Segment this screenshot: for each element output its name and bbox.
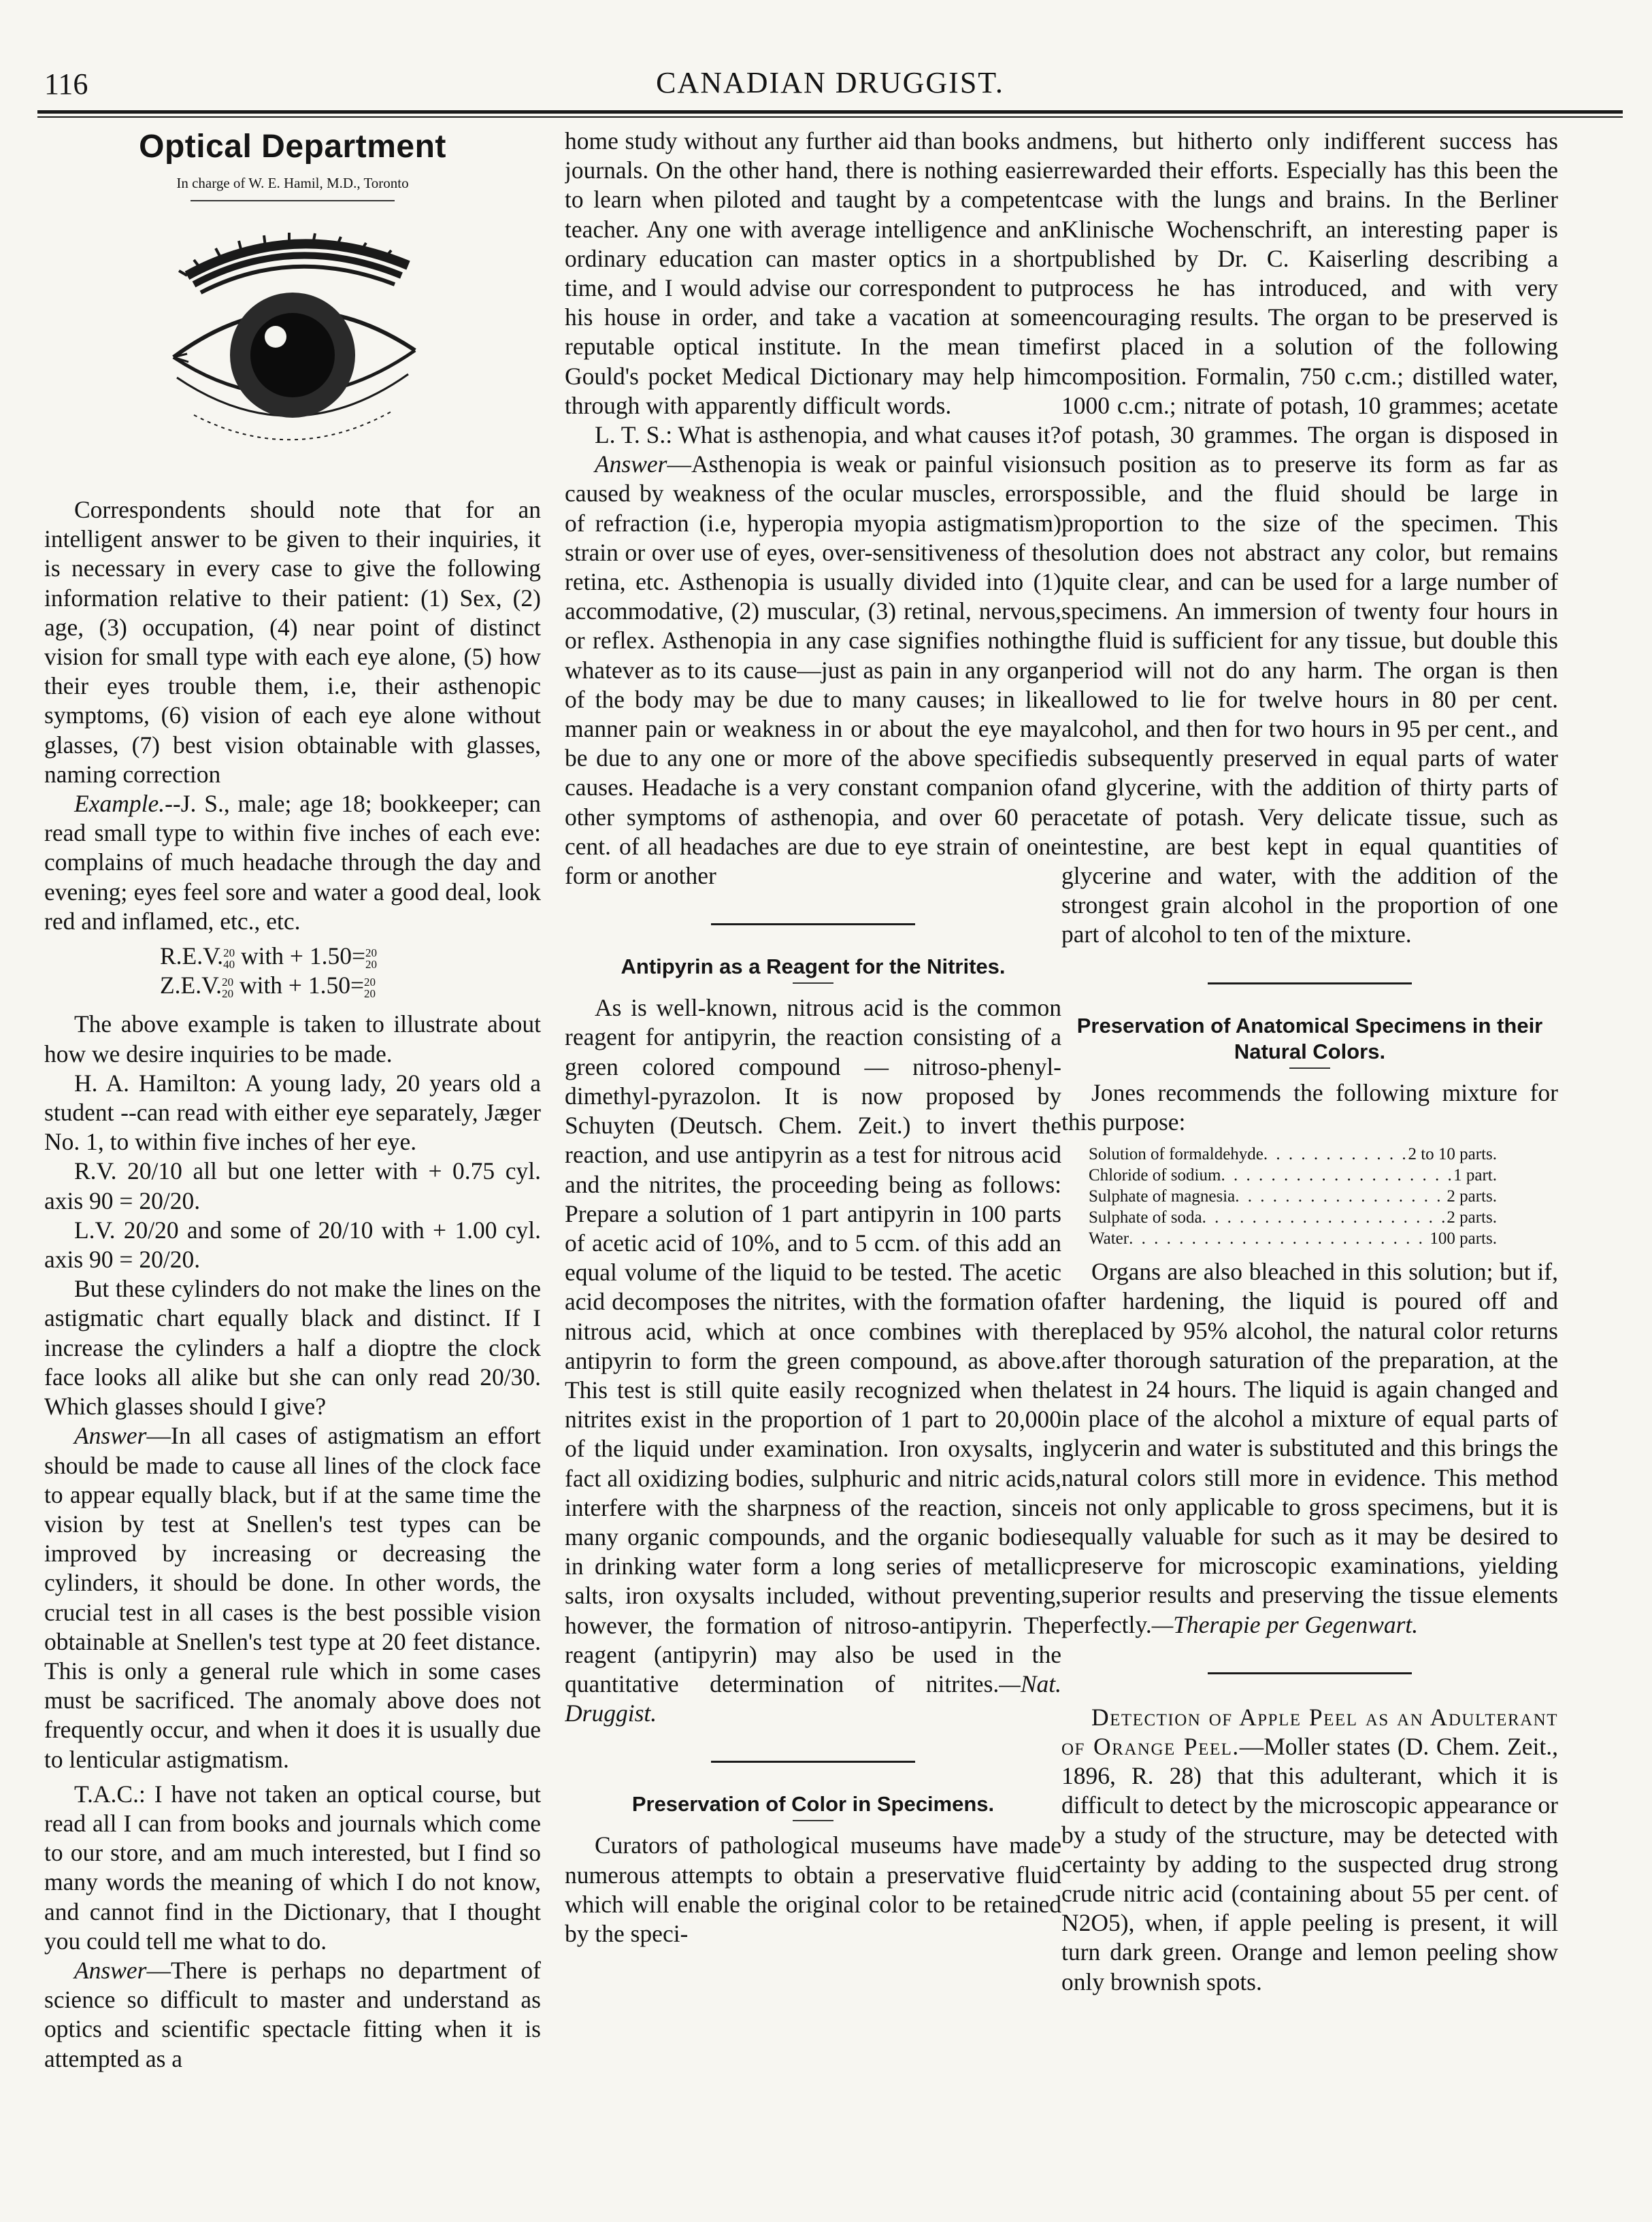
article-source: —Nat. Druggist.	[565, 1670, 1061, 1727]
section-rule	[711, 923, 915, 925]
run-in-heading: Detection of Apple Peel as an Adulterant of Orange Peel.	[1061, 1703, 1558, 1760]
byline-rule	[191, 200, 395, 201]
fraction-denominator: 20	[222, 987, 234, 1001]
paragraph: R.V. 20/10 all but one letter with + 0.75 cyl. axis 90 = 20/20.	[44, 1157, 541, 1214]
section-heading: Preservation of Color in Specimens.	[631, 1792, 995, 1817]
paragraph-answer	[44, 1956, 541, 2074]
recipe-item	[1089, 1207, 1497, 1228]
heading-rule	[1289, 1067, 1330, 1069]
column-right	[1061, 127, 1558, 2208]
fraction-numerator: 20	[222, 976, 234, 989]
recipe-ingredient: Solution of formaldehyde	[1089, 1145, 1263, 1164]
recipe-quantity: 2 to 10 parts.	[1408, 1145, 1497, 1164]
recipe-item	[1089, 1144, 1497, 1165]
formula-prefix: Z.E.V.	[160, 972, 222, 999]
recipe-list	[1089, 1144, 1558, 1249]
paragraph: mens, but hitherto only indifferent success has rewarded their efforts. Especially has this been the case with the lungs and brains. In the Berliner Klinische Wochenschrift, an interesting paper is published by Dr. C. Kaiserling describing a process he has introduced, and with very encouraging results. The organ to be preserved is first placed in a solution of the following composition. Formalin, 750 c.cm.; distilled water, 1000 c.cm.; nitrate of potash, 10 grammes; acetate of potash, 30 grammes. The organ is disposed in such position as to preserve its form as far as possible, and the fluid should be large in proportion to the size of the specimen. This solution does not abstract any color, but remains quite clear, and can be used for a large number of specimens. An immersion of twenty four hours in the fluid is sufficient for any tissue, but double this period will not do any harm. The organ is then allowed to lie for twelve hours in 80 per cent. alcohol, and then for two hours in 95 per cent., and is subsequently preserved in equal parts of water and glycerine, with the addition of thirty parts of acetate of potash. Very delicate tissue, such as intestine, are best kept in equal quantities of glycerine and water, with the addition of the strongest grain alcohol in the proportion of one part of alcohol to ten of the mixture.	[1061, 127, 1558, 948]
paragraph-example	[44, 789, 541, 936]
recipe-quantity: 2 parts.	[1447, 1187, 1497, 1206]
section-heading: Antipyrin as a Reagent for the Nitrites.	[621, 955, 1006, 979]
leader-dots	[1263, 1144, 1408, 1165]
paragraph: home study without any further aid than books and journals. On the other hand, there is nothing easier to learn when piloted and taught by a competent teacher. Any one with average intelligence and an ordinary education can master optics in a short time, and I would advise our correspondent to put his house in order, and take a vacation at some reputable optical institute. In the mean time Gould's pocket Medical Dictionary may help him through with apparently difficult words.	[565, 127, 1061, 419]
page-number: 116	[44, 67, 88, 101]
article-text: Organs are also bleached in this solution; but if, after hardening, the liquid is poured off and replaced by 95% alcohol, the natural color returns after thorough saturation of the preparation, at the latest in 24 hours. The liquid is again changed and in place of the alcohol a mixture of equal parts of glycerin and water is substituted and this brings the natural colors still more in evidence. This method is not only applicable to gross specimens, but it is equally valuable for such as it may be desired to preserve for microscopic examinations, yielding superior results and preserving the tissue elements perfectly.	[1061, 1258, 1558, 1638]
page-header	[37, 61, 1623, 116]
fraction	[365, 947, 377, 970]
heading-rule	[793, 1820, 833, 1821]
column-left	[44, 127, 541, 2208]
section-rule	[711, 1761, 915, 1763]
leader-dots	[1235, 1186, 1447, 1207]
fraction-numerator: 20	[223, 946, 235, 959]
leader-dots	[1129, 1228, 1430, 1249]
answer-label: Answer	[74, 1956, 147, 1984]
section-heading: Preservation of Anatomical Specimens in their Natural Colors.	[1076, 1013, 1543, 1063]
example-text: --J. S., male; age 18; bookkeeper; can read small type to within five inches of each eve: complains of much headache through the day and evening; eyes feel sore and water a good deal, look red and inflamed, etc., etc.	[44, 790, 541, 935]
section-rule	[1208, 1672, 1412, 1674]
answer-text: —Asthenopia is weak or painful vision caused by weakness of the ocular muscles, errors of refraction (i.e, hyperopia myopia astigmatism) strain or over use of eyes, over-sensitiveness of the retina, etc. Asthenopia is usually divided into (1) accommodative, (2) muscular, (3) retinal, nervous, or reflex. Asthenopia in any case signifies nothing whatever as to its cause—just as pain in any organ of the body may be due to many causes; in like manner pain or weakness in or about the eye may be due to any one or more of the above specified causes. Headache is a very constant companion of other symptoms of asthenopia, and over 60 per cent. of all headaches are due to eye strain of one form or another	[565, 450, 1061, 890]
department-byline: In charge of W. E. Hamil, M.D., Toronto	[176, 175, 409, 191]
article-source: —Therapie per Gegenwart.	[1151, 1610, 1419, 1638]
paragraph	[1061, 1703, 1558, 1997]
recipe-item	[1089, 1228, 1497, 1249]
journal-title: CANADIAN DRUGGIST.	[656, 66, 1004, 99]
answer-label: Answer	[595, 450, 667, 478]
fraction-numerator: 20	[363, 976, 376, 989]
paragraph	[1061, 1257, 1558, 1640]
recipe-ingredient: Sulphate of magnesia	[1089, 1187, 1236, 1206]
fraction-denominator: 20	[365, 957, 377, 971]
header-rule-thin	[37, 116, 1623, 118]
example-label: Example.	[74, 790, 165, 818]
recipe-quantity: 2 parts.	[1447, 1208, 1497, 1227]
fraction-denominator: 20	[363, 987, 376, 1001]
column-middle	[565, 127, 1061, 2208]
paragraph: Curators of pathological museums have made numerous attempts to obtain a preservative fluid which will enable the original color to be retained by the speci-	[565, 1831, 1061, 1947]
recipe-ingredient: Sulphate of soda	[1089, 1208, 1202, 1227]
answer-label: Answer	[74, 1422, 147, 1450]
section-rule	[1208, 982, 1412, 984]
fraction	[364, 976, 376, 999]
recipe-quantity: 100 parts.	[1430, 1229, 1497, 1248]
paragraph: Jones recommends the following mixture for this purpose:	[1061, 1078, 1558, 1135]
answer-text: —There is perhaps no department of science so difficult to master and understand as optics and scientific spectacle fitting when it is attempted as a	[44, 1956, 541, 2072]
recipe-quantity: 1 part.	[1453, 1166, 1497, 1185]
recipe-item	[1089, 1186, 1497, 1207]
paragraph-answer	[565, 450, 1061, 891]
formula-line-2	[160, 971, 541, 1000]
fraction	[223, 947, 235, 970]
paragraph	[565, 993, 1061, 1728]
paragraph-answer	[44, 1421, 541, 1774]
formula-middle: with + 1.50=	[233, 972, 364, 999]
leader-dots	[1221, 1165, 1453, 1186]
leader-dots	[1202, 1207, 1447, 1228]
answer-text: —In all cases of astigmatism an effort should be made to cause all lines of the clock face to appear equally black, but if at the same time the vision by test at Snellen's test types can be improved by increasing or decreasing the cylinders, it should be done. In other words, the crucial test in all cases is the best possible vision obtainable at Snellen's test type at 20 feet distance. This is only a general rule which in some cases must be sacrificed. The anomaly above does not frequently occur, and when it does it is usually due to lenticular astigmatism.	[44, 1422, 541, 1773]
recipe-ingredient: Water	[1089, 1229, 1129, 1248]
fraction-denominator: 40	[223, 957, 235, 971]
article-text: As is well-known, nitrous acid is the common reagent for antipyrin, the reaction consisting of a green colored compound — nitroso-phenyl-dimethyl-pyrazolon. It is now proposed by Schuyten (Deutsch. Chem. Zeit.) to invert the reaction, and use antipyrin as a test for nitrous acid and the nitrites, the proceeding being as follows: Prepare a solution of 1 part antipyrin in 100 parts of acetic acid of 10%, and to 5 ccm. of this add an equal volume of the liquid to be tested. The acetic acid decomposes the nitrites, with the formation of nitrous acid, which at once combines with the antipyrin to form the green compound, as above. This test is still quite easily recognized when the nitrites exist in the proportion of 1 part to 20,000 of the liquid under examination. Iron oxysalts, in fact all oxidizing bodies, sulphuric and nitric acids, interfere with the sharpness of the reaction, since many organic compounds, and the organic bodies in drinking water form a long series of metallic salts, iron oxysalts included, without preventing, however, the formation of nitroso-antipyrin. The reagent (antipyrin) may also be used in the quantitative determination of nitrites.	[565, 994, 1061, 1697]
vision-formula	[44, 942, 541, 1000]
paragraph: L. T. S.: What is asthenopia, and what causes it?	[595, 421, 1061, 449]
formula-line-1	[160, 942, 541, 971]
formula-prefix: R.E.V.	[160, 942, 224, 970]
paragraph: H. A. Hamilton: A young lady, 20 years old a student --can read with either eye separately, Jæger No. 1, to within five inches of her eye.	[44, 1069, 541, 1156]
paragraph: Correspondents should note that for an intelligent answer to be given to their inquiries, it is necessary in every case to give the following information relative to their patient: (1) Sex, (2) age, (3) occupation, (4) near point of distinct vision for small type with each eye alone, (5) how their eyes trouble them, i.e, their asthenopic symptoms, (6) vision of each eye alone without glasses, (7) best vision obtainable with glasses, naming correction	[44, 496, 541, 788]
header-rule	[37, 110, 1623, 114]
department-title: Optical Department	[139, 129, 446, 165]
article-text: —Moller states (D. Chem. Zeit., 1896, R. 28) that this adulterant, which it is difficult to detect by the microscopic appearance or by a study of the structure, may be detected with certainty by adding to the suspected drug strong crude nitric acid (containing about 55 per cent. of N2O5), when, if apple peeling is present, it will turn dark green. Orange and lemon peeling show only brownish spots.	[1061, 1732, 1558, 1995]
eye-illustration	[146, 211, 439, 469]
recipe-ingredient: Chloride of sodium	[1089, 1166, 1221, 1185]
recipe-item	[1089, 1165, 1497, 1186]
formula-middle: with + 1.50=	[235, 942, 365, 970]
paragraph: L.V. 20/20 and some of 20/10 with + 1.00 cyl. axis 90 = 20/20.	[44, 1216, 541, 1274]
fraction-numerator: 20	[365, 946, 377, 959]
paragraph: T.A.C.: I have not taken an optical course, but read all I can from books and journals which come to our store, and am much interested, but I find so many words the meaning of which I do not know, and cannot find in the Dictionary, that I thought you could tell me what to do.	[44, 1780, 541, 1955]
paragraph: The above example is taken to illustrate about how we desire inquiries to be made.	[44, 1010, 541, 1067]
heading-rule	[793, 982, 833, 984]
fraction	[222, 976, 233, 999]
paragraph: But these cylinders do not make the lines on the astigmatic chart equally black and distinct. If I increase the cylinders a half a dioptre the clock face looks all alike but she can only read 20/30. Which glasses should I give?	[44, 1275, 541, 1421]
